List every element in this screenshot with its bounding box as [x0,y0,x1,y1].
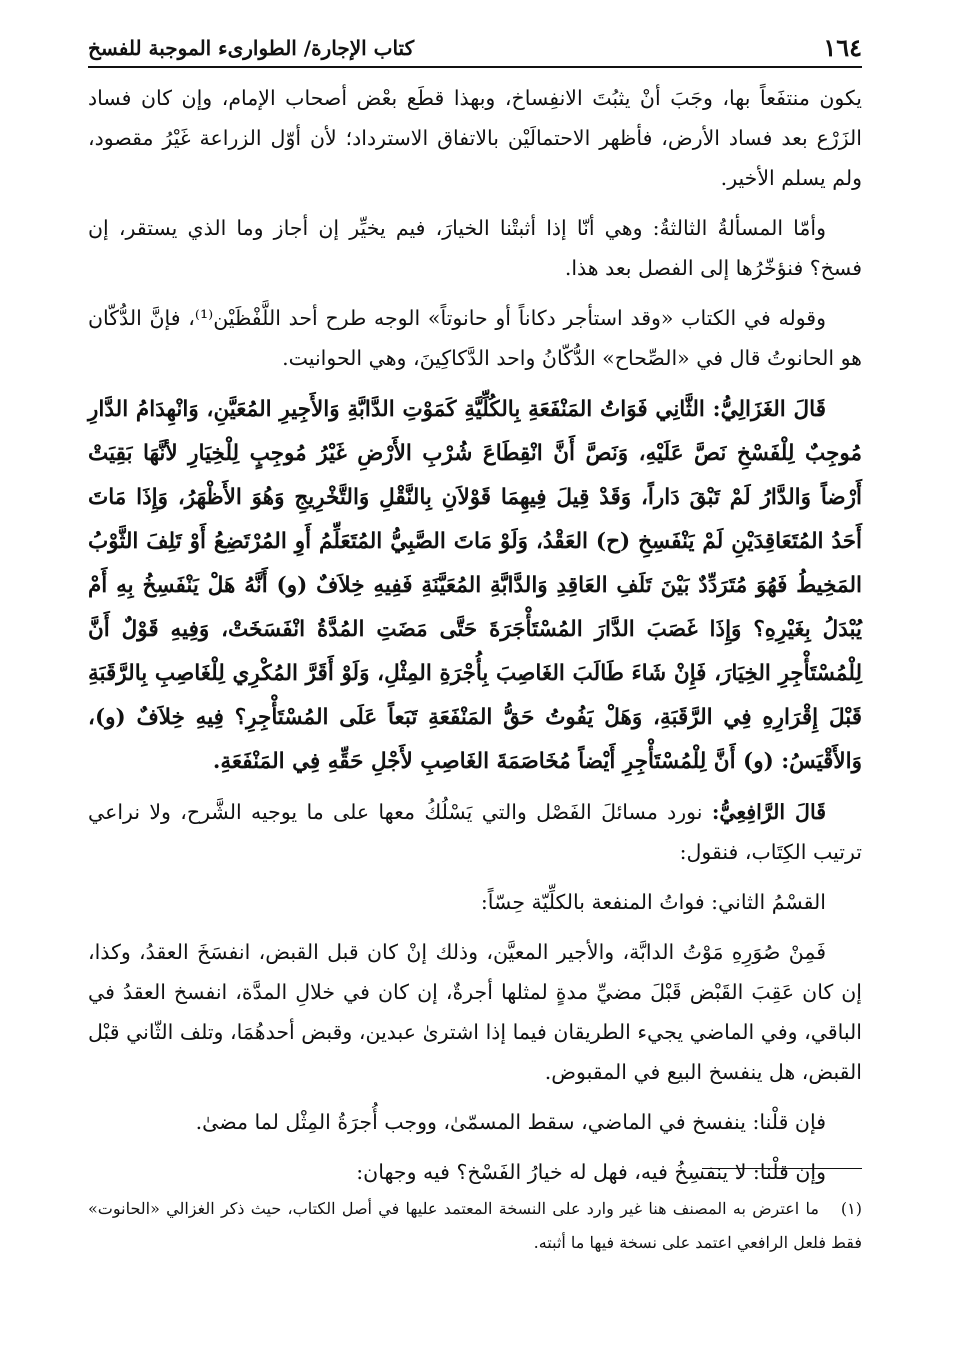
footnote-number: (١) [840,1199,862,1218]
ghazali-text-block [88,388,862,784]
paragraph-6: وإن قلْنا: لا ينفسِخُ فيه، فهل له خيارُ الفَسْخ؟ فيه وجهان: [356,1160,826,1184]
page-header [88,22,862,68]
footnote-text: ما اعترض به المصنف هنا غير وارد على النسخة المعتمد عليها في أصل الكتاب، حيث ذكر الغزالي «الحانوت» فقط فلعل الرافعي اعتمد على نسخة فيها ما أثبته. [88,1199,862,1252]
paragraph-2: وأمّا المسألةُ الثالثةُ: وهي أنّا إذا أثبتْنا الخيارَ، فيم يخيِّر إن أجاز وما الذي يستقر، إن فسخ؟ فنؤخّرُها إلى الفصل بعد هذا. [88,216,862,280]
section-heading: القسْمُ الثاني: فواتُ المنفعة بالكلِّيّة حِسّاً: [480,890,826,914]
footnote-divider [702,1168,862,1169]
running-title: كتاب الإجارة/ الطوارىء الموجبة للفسخ [88,36,415,60]
paragraph-1: يكون منتفَعاً بها، وجَبَ أنْ يثبُتَ الانفِساخ، وبهذا قطَع بعْض أصحاب الإمام، وإن كان فساد الزَرْع بعد فساد الأرض، فأظهر الاحتمالَيْن بالاتفاق الاسترداد؛ لأن أوّل الزراعة غَيْرُ مقصود، ولم يسلم الأخير. [88,86,862,190]
page-body [88,78,862,1202]
paragraph-5: فإن قلْنا: ينفسخ في الماضي، سقط المسمّىٰ، ووجب أُجرَةُ المِثْل لما مضىٰ. [195,1110,826,1134]
rafii-commentary [88,792,862,872]
paragraph-4: فَمِنْ صُوَرِهِ مَوْتُ الدابَّة، والأجير المعيَّن، وذلك إنْ كان قبل القبض، انفسَخَ العقدُ، وكذا، إن كان عَقِبَ القَبْض قَبْلَ مضيِّ مدةٍ لمثلها أجرةٌ، إن كان في خلالِ المدَّة، انفسخ العقدُ في الباقي، وفي الماضي يجيء الطريقان فيما إذا اشترىٰ عبدين، وقبض أحدهُمَا، وتلف الثّاني قبْل القبض، هل ينفسخ البيع في المقبوض. [88,940,862,1084]
rafii-text: نورد مسائلَ الفَصْل والتي يَسْلُكُ معها على ما يوجيه الشَّرح، ولا نراعي ترتيب الكِتَاب، فنقول: [88,800,862,864]
page-number: ١٦٤ [823,33,862,62]
ghazali-text: الثَّانِي فَوَاتُ المَنْفَعَةِ بِالكُلِّيَّةِ كَمَوْتِ الدَّابَّةِ وَالأَجِيرِ المُعَيَّنِ، وَانْهِدَامُ الدَّارِ مُوجِبٌ لِلْفَسْخِ نَصَّ عَلَيْهِ، وَنَصَّ أَنَّ انْقِطَاعَ شُرْبِ الأَرْضِ غَيْرُ مُوجِبٍ لِلْخِيَارِ لأنَّهَا بَقِيَتْ أَرْضاً وَالدَّارُ لَمْ تَبْقَ دَاراً، وَقَدْ قِيلَ فِيهِمَا قَوْلاَنِ بِالنَّقْلِ وَالتَّخْرِيجِ وَهُوَ الأَظْهَرُ، وَإِذَا مَاتَ أَحَدُ المُتَعَاقِدَيْنِ لَمْ يَنْفَسِخِ (ح) العَقْدُ، وَلَوْ مَاتَ الصَّبِيُّ المُتَعَلِّمُ أَوِ المُرْتَضِعُ أَوْ تَلِفَ الثَّوْبُ المَخِيطُ فَهُوَ مُتَرَدِّدٌ بَيْنَ تَلَفِ العَاقِدِ وَالدَّابَّةِ المُعَيَّنَةِ فَفِيهِ خِلاَفٌ (و) أَنَّهُ هَلْ يَنْفَسِخُ بِهِ أَمْ يُبْدَلُ بِغَيْرِهِ؟ وَإِذَا غَصَبَ الدَّارَ المُسْتَأْجَرَةَ حَتَّى مَضَتِ المُدَّةُ انْفَسَخَتْ، وَفِيهِ قَوْلٌ أَنَّ لِلْمُسْتَأْجِرِ الخِيَارَ، فَإِنْ شَاءَ طَالَبَ الغَاصِبَ بِأُجْرَةِ المِثْلِ، وَلَوْ أَقَرَّ المُكْرِي لِلْغَاصِبِ بِالرَّقَبَةِ قَبْلَ إِقْرَارِهِ فِي الرَّقَبَةِ، وَهَلْ يَفُوتُ حَقُّ المَنْفَعَةِ تَبَعاً عَلَى المُسْتَأْجِرِ؟ فِيهِ خِلاَفٌ (و)، وَالأَقْيَسُ: (و) أَنَّ لِلْمُسْتَأْجِرِ أَيْضاً مُخَاصَمَةَ الغَاصِبِ لأَجْلِ حَقِّهِ فِي المَنْفَعَةِ. [88,397,862,774]
footnote [88,1192,862,1260]
rafii-speaker: قَالَ الرَّافِعِيُّ: [711,800,826,824]
paragraph-3: وقوله في الكتاب «وقد استأجر دكاناً أو حانوتاً» الوجه طرح أحد اللَّفْظَيْن⁽¹⁾، فإنَّ الدُّكّان هو الحانوتُ قال في «الصِّحاح» الدُّكّانُ واحد الدَّكاكِينَ، وهي الحوانيت. [88,306,862,370]
ghazali-speaker: قَالَ الغَزَالِيُّ: [712,397,826,422]
